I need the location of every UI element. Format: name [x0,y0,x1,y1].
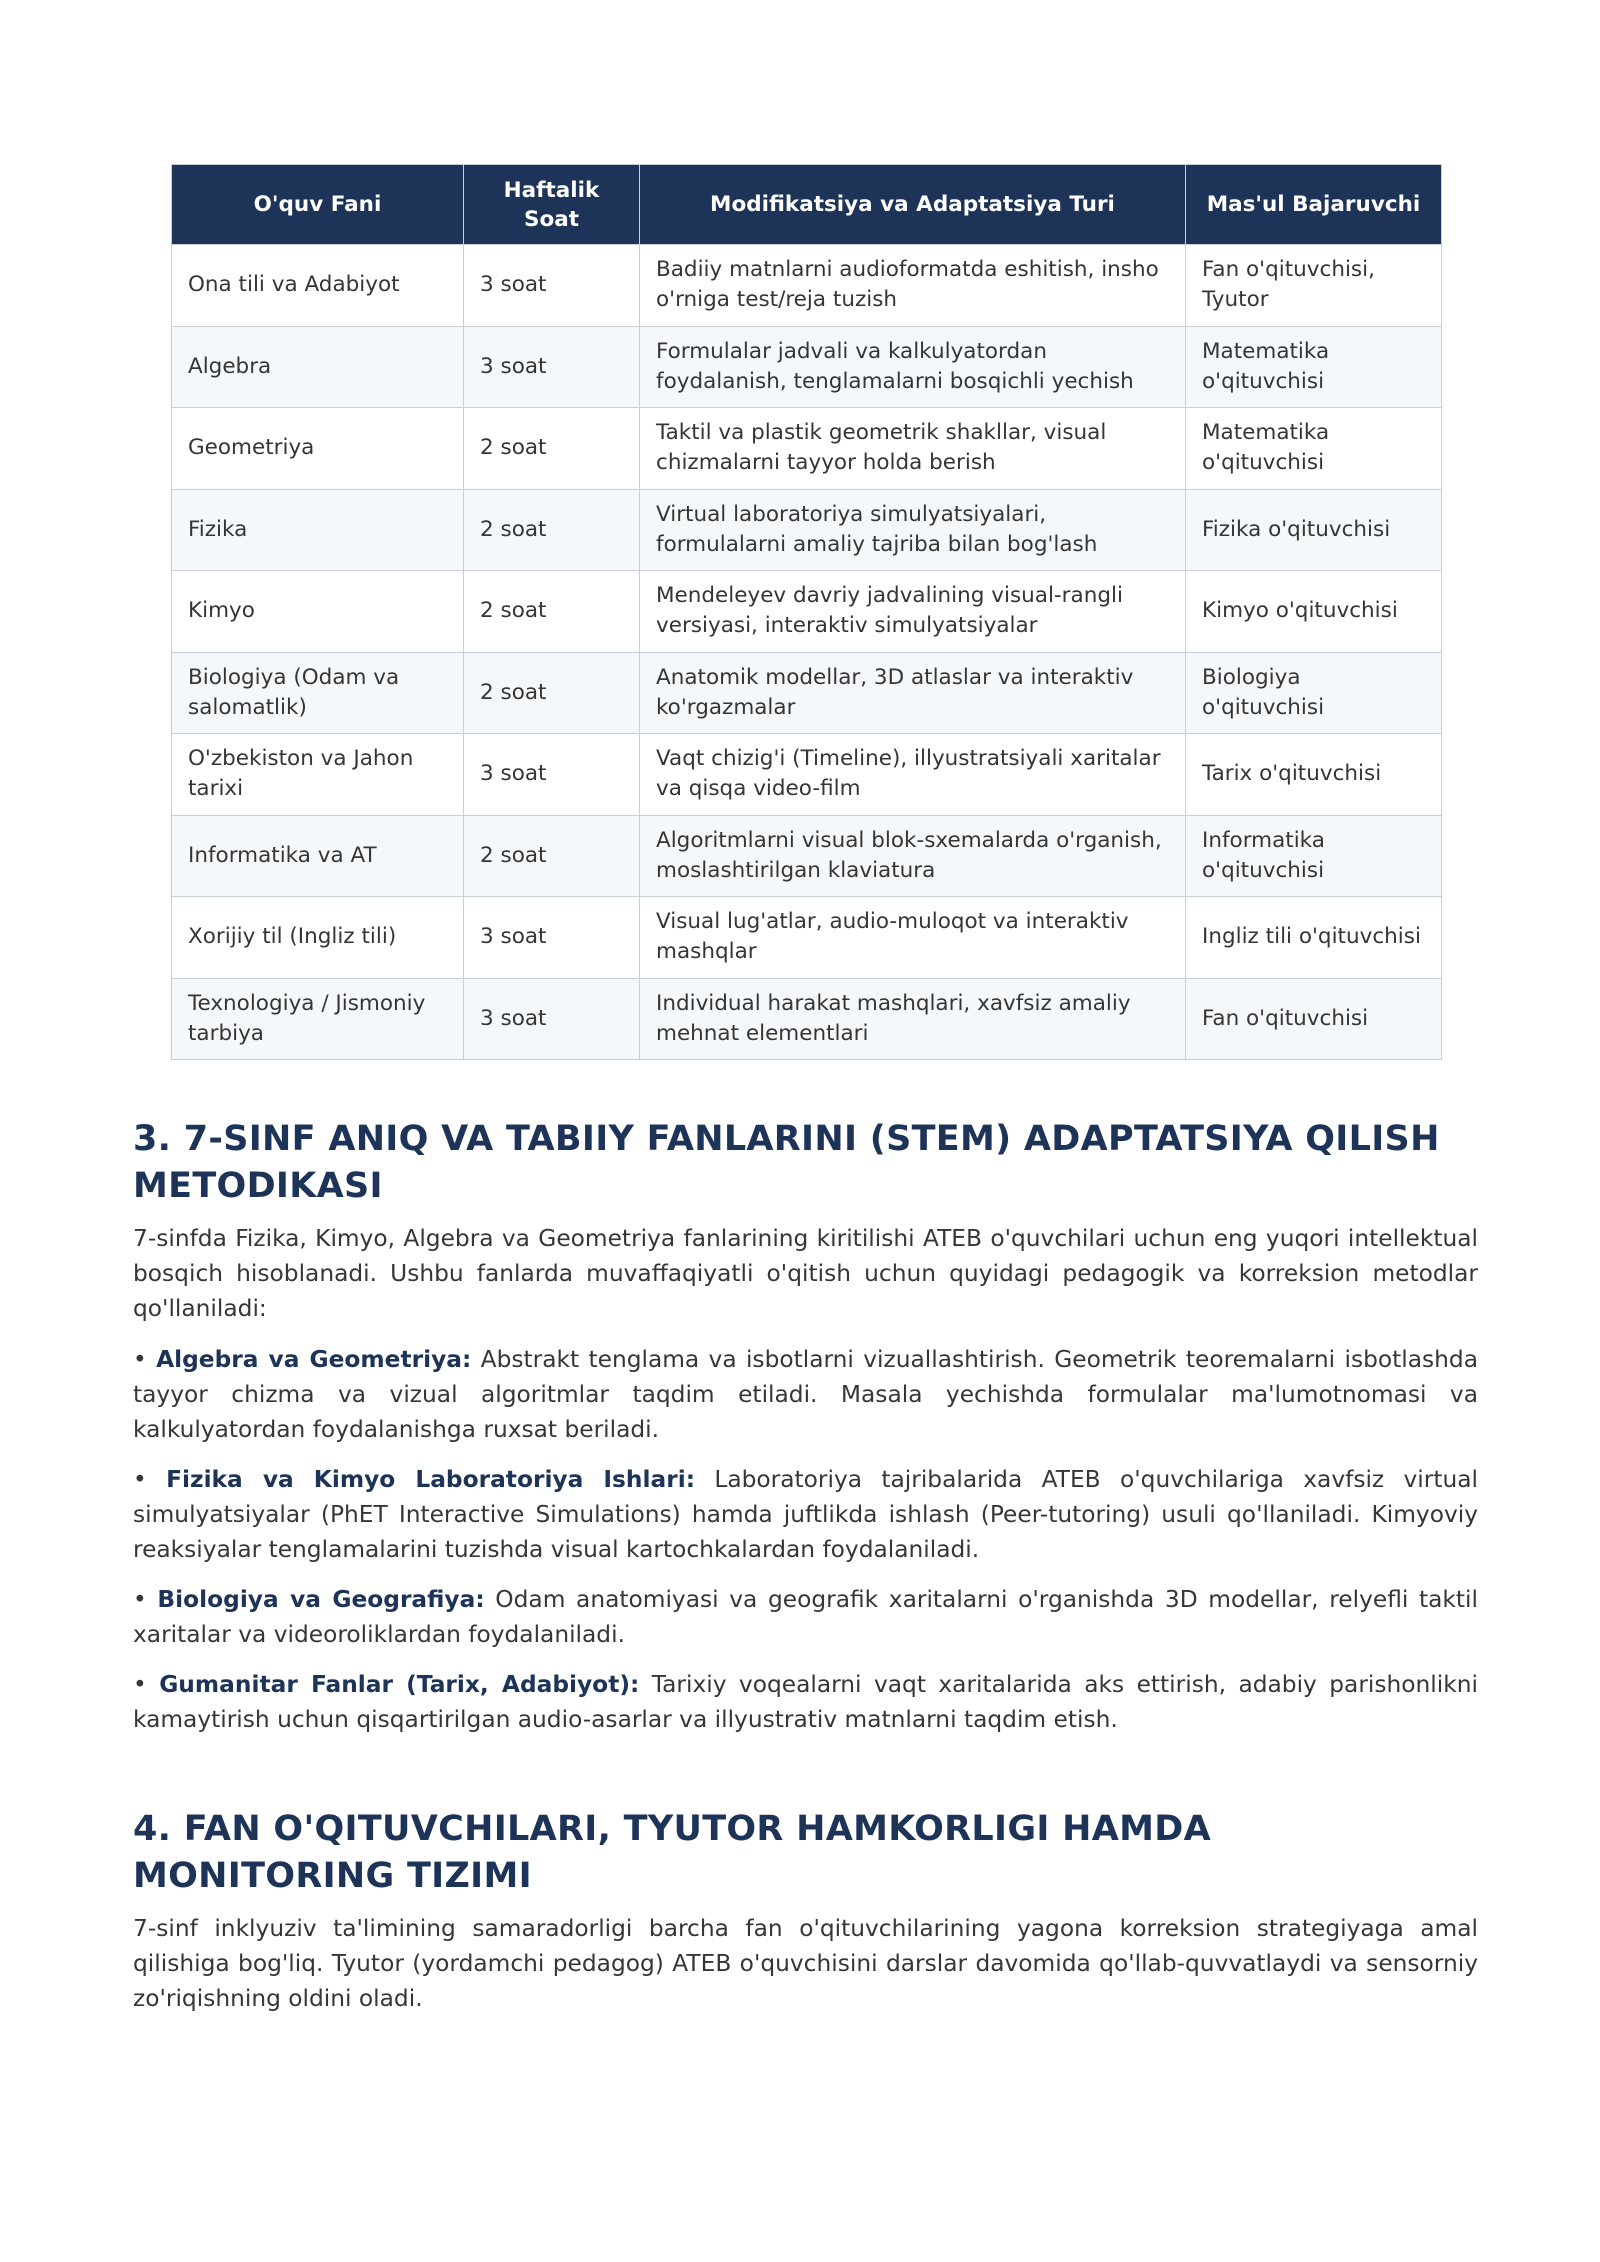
cell-hours: 3 soat [464,245,640,327]
cell-modification: Badiiy matnlarni audioformatda eshitish, insho o'rniga test/reja tuzish [640,245,1186,327]
cell-responsible: Fan o'qituvchisi, Tyutor [1186,245,1442,327]
header-subject: O'quv Fani [172,165,464,245]
section-4-intro: 7-sinf inklyuziv ta'limining samaradorligi barcha fan o'qituvchilarining yagona korreksion strategiyaga amal qilishiga bog'liq. Tyutor (yordamchi pedagog) ATEB o'quvchisini darslar davomida qo'llab-quvvatlaydi va sensorniy zo'riqishning oldini oladi. [133,1915,1478,2012]
table-row [172,326,1442,408]
cell-subject: Texnologiya / Jismoniy tarbiya [172,978,464,1060]
bullet-physics-chemistry [133,1462,1478,1567]
cell-modification: Virtual laboratoriya simulyatsiyalari, formulalarni amaliy tajriba bilan bog'lash [640,489,1186,571]
cell-hours: 2 soat [464,571,640,653]
cell-modification: Taktil va plastik geometrik shakllar, visual chizmalarni tayyor holda berish [640,408,1186,490]
cell-responsible: Fizika o'qituvchisi [1186,489,1442,571]
table-row [172,652,1442,734]
cell-subject: Xorijiy til (Ingliz tili) [172,897,464,979]
cell-modification: Mendeleyev davriy jadvalining visual-rangli versiyasi, interaktiv simulyatsiyalar [640,571,1186,653]
header-weekly-hours: Haftalik Soat [464,165,640,245]
cell-hours: 3 soat [464,734,640,816]
bullet-label: Biologiya va Geografiya: [157,1586,485,1613]
cell-responsible: Ingliz tili o'qituvchisi [1186,897,1442,979]
cell-responsible: Biologiya o'qituvchisi [1186,652,1442,734]
cell-hours: 2 soat [464,815,640,897]
cell-modification: Anatomik modellar, 3D atlaslar va interaktiv ko'rgazmalar [640,652,1186,734]
bullet-algebra-geometry [133,1342,1478,1447]
section-3-intro: 7-sinfda Fizika, Kimyo, Algebra va Geometriya fanlarining kiritilishi ATEB o'quvchilari uchun eng yuqori intellektual bosqich hisoblanadi. Ushbu fanlarda muvaffaqiyatli o'qitish uchun quyidagi pedagogik va korreksion metodlar qo'llaniladi: [133,1225,1478,1322]
cell-responsible: Informatika o'qituvchisi [1186,815,1442,897]
bullet-marker: • [133,1466,167,1493]
bullet-label: Fizika va Kimyo Laboratoriya Ishlari: [166,1466,696,1493]
cell-hours: 2 soat [464,408,640,490]
bullet-text: Odam anatomiyasi va geografik xaritalarni o'rganishda 3D modellar, relyefli taktil xaritalar va videoroliklardan foydalaniladi. [133,1586,1479,1648]
header-responsible: Mas'ul Bajaruvchi [1186,165,1442,245]
table-row [172,245,1442,327]
bullet-text: Tarixiy voqealarni vaqt xaritalarida aks ettirish, adabiy parishonlikni kamaytirish uchun qisqartirilgan audio-asarlar va illyustrativ matnlarni taqdim etish. [133,1671,1478,1733]
bullet-marker: • [133,1346,157,1373]
cell-responsible: Fan o'qituvchisi [1186,978,1442,1060]
bullet-label: Algebra va Geometriya: [156,1346,472,1373]
bullet-humanities [133,1667,1478,1737]
table-row [172,489,1442,571]
cell-modification: Vaqt chizig'i (Timeline), illyustratsiyali xaritalar va qisqa video-film [640,734,1186,816]
cell-subject: Ona tili va Adabiyot [172,245,464,327]
cell-hours: 2 soat [464,652,640,734]
cell-responsible: Matematika o'qituvchisi [1186,408,1442,490]
cell-modification: Formulalar jadvali va kalkulyatordan foydalanish, tenglamalarni bosqichli yechish [640,326,1186,408]
cell-hours: 2 soat [464,489,640,571]
bullet-marker: • [133,1586,158,1613]
cell-responsible: Tarix o'qituvchisi [1186,734,1442,816]
cell-hours: 3 soat [464,897,640,979]
cell-hours: 3 soat [464,326,640,408]
bullet-marker: • [133,1671,160,1698]
cell-subject: Algebra [172,326,464,408]
table-row [172,408,1442,490]
cell-modification: Visual lug'atlar, audio-muloqot va interaktiv mashqlar [640,897,1186,979]
cell-subject: Biologiya (Odam va salomatlik) [172,652,464,734]
cell-subject: Informatika va AT [172,815,464,897]
bullet-label: Gumanitar Fanlar (Tarix, Adabiyot): [159,1671,640,1698]
cell-responsible: Kimyo o'qituvchisi [1186,571,1442,653]
table-row [172,571,1442,653]
cell-subject: O'zbekiston va Jahon tarixi [172,734,464,816]
bullet-biology-geography [133,1582,1478,1652]
table-row [172,897,1442,979]
bullet-text: Laboratoriya tajribalarida ATEB o'quvchilariga xavfsiz virtual simulyatsiyalar (PhET Interactive Simulations) hamda juftlikda ishlash (Peer-tutoring) usuli qo'llaniladi. Kimyoviy reaksiyalar tenglamalarini tuzishda visual kartochkalardan foydalaniladi. [133,1466,1478,1563]
table-row [172,978,1442,1060]
cell-modification: Algoritmlarni visual blok-sxemalarda o'rganish, moslashtirilgan klaviatura [640,815,1186,897]
cell-modification: Individual harakat mashqlari, xavfsiz amaliy mehnat elementlari [640,978,1186,1060]
cell-subject: Fizika [172,489,464,571]
cell-hours: 3 soat [464,978,640,1060]
bullet-text: Abstrakt tenglama va isbotlarni vizuallashtirish. Geometrik teoremalarni isbotlashda tayyor chizma va vizual algoritmlar taqdim etiladi. Masala yechishda formulalar ma'lumotnomasi va kalkulyatordan foydalanishga ruxsat beriladi. [133,1346,1478,1443]
table-header-row [172,165,1442,245]
section-4-title: 4. FAN O'QITUVCHILARI, TYUTOR HAMKORLIGI HAMDA MONITORING TIZIMI [133,1809,1212,1896]
header-modification-type: Modifikatsiya va Adaptatsiya Turi [640,165,1186,245]
cell-subject: Kimyo [172,571,464,653]
subject-adaptation-table [171,164,1442,1060]
table-row [172,734,1442,816]
table-row [172,815,1442,897]
section-3-title: 3. 7-SINF ANIQ VA TABIIY FANLARINI (STEM) ADAPTATSIYA QILISH METODIKASI [133,1119,1440,1206]
cell-responsible: Matematika o'qituvchisi [1186,326,1442,408]
cell-subject: Geometriya [172,408,464,490]
